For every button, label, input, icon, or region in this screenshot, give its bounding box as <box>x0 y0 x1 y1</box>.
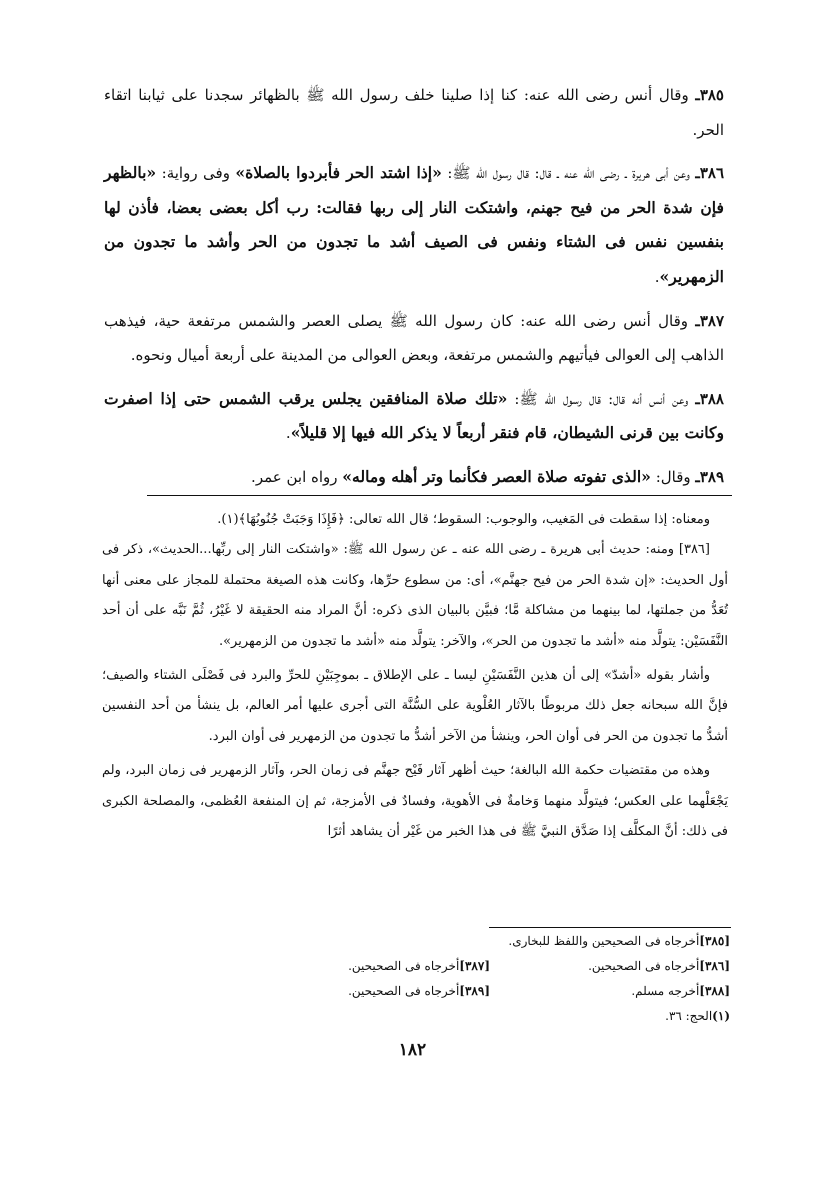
hadith-intro: وقال: <box>655 467 691 486</box>
footnote-number: [٣٨٩] <box>459 984 490 998</box>
hadith-section <box>104 78 724 504</box>
hadith-385 <box>104 78 724 147</box>
hadith-number: ٣٨٨ <box>699 389 724 408</box>
hadith-number: ٣٨٦ <box>699 164 724 183</box>
hadith-389 <box>104 460 724 495</box>
number-dot: ـ <box>695 164 700 183</box>
footnote <box>490 979 730 1004</box>
commentary-paragraph: [٣٨٦] ومنه: حديث أبى هريرة ـ رضى الله عنه ـ عن رسول الله ﷺ: «واشتكت النار إلى ربِّها...الحديث»، ذكر فى أول الحديث: «إن شدة الحر من فيح جهنَّم»، أى: من سطوع حرِّها، وكانت هذه الصيغة محتملة للمجاز على معنى أنها تُعَدُّ من جملتها، لما بينهما من مشاكلة مَّا؛ فبيَّن بالبيان الذى ذكره: أنَّ المراد منه الحقيقة لا غَيْرُ، ثُمَّ نَبَّه على أن أحد النَّفَسَيْن: يتولَّد منه «أشد ما تجدون من الحر»، والآخر: يتولَّد منه «أشد ما تجدون من الزمهرير». <box>102 542 728 649</box>
footnote-row <box>250 1004 730 1029</box>
footnote-text: أخرجه مسلم. <box>631 984 700 998</box>
footnote-number: (١) <box>712 1009 730 1023</box>
hadith-number: ٣٨٩ <box>699 467 724 486</box>
footnote-number: [٣٨٦] <box>699 959 730 973</box>
hadith-end: رواه ابن عمر. <box>251 467 343 486</box>
commentary-paragraph: وهذه من مقتضيات حكمة الله البالغة؛ حيث أظهر آثار فَيْح جهنَّم فى زمان الحر، وآثار الزمهرير فى زمان البرد، ولم يَجْعَلْهما على العكس؛ فيتولَّد منهما وَخامةٌ فى الأهوية، وفسادٌ فى الأمزجة، ثم إن المنفعة العُظمى، والمصلحة الكبرى فى ذلك: أنَّ المكلَّف إذا صَدَّق النبيَّ ﷺ فى هذا الخبر من غَيْر أن يشاهد أثرًا <box>102 763 728 840</box>
hadith-end: . <box>285 424 291 443</box>
footnote-row <box>250 954 730 979</box>
footnote <box>490 1004 730 1029</box>
footnote-number: [٣٨٧] <box>459 959 490 973</box>
hadith-quote: «تلك صلاة المنافقين يجلس يرقب الشمس حتى إذا اصفرت وكانت بين قرنى الشيطان، قام فنقر أربعاً لا يذكر الله فيها إلا قليلاً» <box>104 388 724 443</box>
hadith-quote: «بالظهر فإن شدة الحر من فيح جهنم، واشتكت النار إلى ربها فقالت: رب أكل بعضى بعضا، فأذن لها بنفسين نفس فى الشتاء ونفس فى الصيف أشد ما تجدون من الحر وأشد ما تجدون من الزمهرير» <box>104 163 724 286</box>
footnote-divider <box>489 927 731 928</box>
footnote <box>250 954 490 979</box>
hadith-387 <box>104 304 724 373</box>
footnote <box>250 979 490 1004</box>
hadith-connector: وفى رواية: <box>156 164 236 183</box>
footnote-number: [٣٨٥] <box>699 934 730 948</box>
commentary-section <box>102 505 728 851</box>
page-number: ١٨٢ <box>398 1040 427 1060</box>
number-dot: ـ <box>695 467 700 486</box>
section-divider <box>147 495 732 496</box>
hadith-end: . <box>654 267 660 286</box>
hadith-intro: وعن أبى هريرة ـ رضى الله عنه ـ قال: قال رسول الله ﷺ: <box>447 164 690 183</box>
number-dot: ـ <box>695 311 700 330</box>
hadith-quote: «الذى تفوته صلاة العصر فكأنما وتر أهله وماله» <box>342 466 651 486</box>
footnote-text: أخرجاه فى الصحيحين. <box>348 984 460 998</box>
hadith-388 <box>104 382 724 451</box>
number-dot: ـ <box>695 389 700 408</box>
number-dot: ـ <box>695 86 700 104</box>
footnote-text: أخرجاه فى الصحيحين. <box>588 959 700 973</box>
hadith-386 <box>104 156 724 294</box>
commentary-paragraph: وأشار بقوله «أشدّ» إلى أن هذين النَّفَسَيْنِ ليسا ـ على الإطلاق ـ بموجِبَيْنِ للحرِّ والبرد فى فَصْلَى الشتاء والصيف؛ فإنَّ الله سبحانه جعل ذلك مربوطًا بالآثار العُلْوية على السُّنَّة التى أجرى عليها أمر العالم، بل ينشأ من أحد النفسين أشدُّ ما تجدون من الحر فى أوان الحر، وينشأ من الآخر أشدُّ ما تجدون من الزمهرير فى أوان البرد. <box>102 668 728 744</box>
footnote-row <box>250 979 730 1004</box>
footnote-number: [٣٨٨] <box>699 984 730 998</box>
hadith-intro: وعن أنس أنه قال: قال رسول الله ﷺ: <box>514 389 689 408</box>
hadith-number: ٣٨٧ <box>699 311 724 330</box>
footnote-text: أخرجاه فى الصحيحين واللفظ للبخارى. <box>508 934 700 948</box>
hadith-text: وقال أنس رضى الله عنه: كنا إذا صلينا خلف رسول الله ﷺ بالظهائر سجدنا على ثيابنا اتقاء الحر. <box>104 86 724 139</box>
hadith-quote: «إذا اشتد الحر فأبردوا بالصلاة» <box>235 163 442 183</box>
footnote <box>490 929 730 954</box>
commentary-paragraph: ومعناه: إذا سقطت فى المَغيب، والوجوب: السقوط؛ قال الله تعالى: ﴿فَإِذَا وَجَبَتْ جُنُوبُهَا﴾(١). <box>217 512 710 527</box>
footnotes <box>250 929 730 1029</box>
hadith-number: ٣٨٥ <box>699 86 724 104</box>
footnote-text: الحج: ٣٦. <box>665 1009 713 1023</box>
footnote <box>490 954 730 979</box>
footnote-text: أخرجاه فى الصحيحين. <box>348 959 460 973</box>
hadith-text: وقال أنس رضى الله عنه: كان رسول الله ﷺ يصلى العصر والشمس مرتفعة حية، فيذهب الذاهب إلى العوالى فيأتيهم والشمس مرتفعة، وبعض العوالى من المدينة على أربعة أميال ونحوه. <box>104 311 724 365</box>
footnote-row <box>250 929 730 954</box>
